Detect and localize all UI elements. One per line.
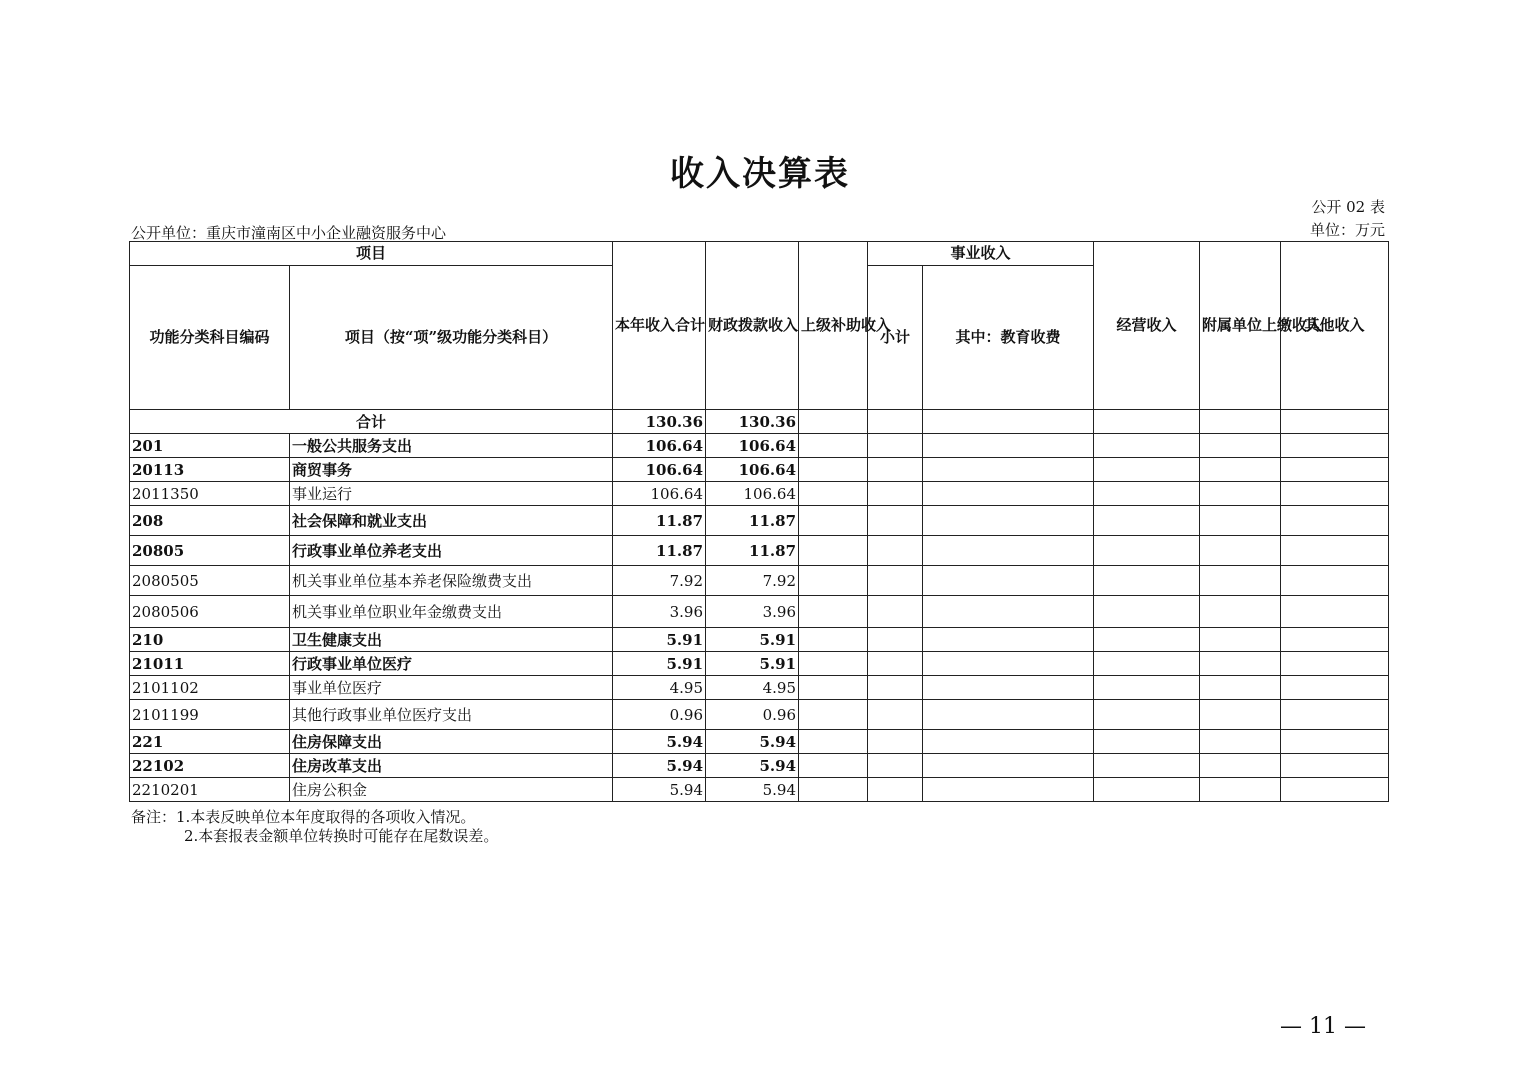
empty-cell: [923, 676, 1094, 700]
total-cell: 11.87: [613, 506, 706, 536]
empty-cell: [923, 596, 1094, 628]
name-cell: 商贸事务: [290, 458, 613, 482]
empty-cell: [1281, 566, 1389, 596]
empty-cell: [1281, 628, 1389, 652]
note-line-2: 2.本套报表金额单位转换时可能存在尾数误差。: [184, 827, 499, 845]
total-cell: 3.96: [613, 596, 706, 628]
empty-cell: [799, 536, 868, 566]
empty-cell: [923, 778, 1094, 802]
empty-cell: [1094, 566, 1200, 596]
empty-cell: [1200, 700, 1281, 730]
name-cell: 住房保障支出: [290, 730, 613, 754]
header-code: 功能分类科目编码: [130, 266, 290, 410]
empty-cell: [868, 506, 923, 536]
header-operating: 经营收入: [1094, 242, 1200, 410]
code-cell: 201: [130, 434, 290, 458]
empty-cell: [799, 482, 868, 506]
code-cell: 2011350: [130, 482, 290, 506]
note-line-1: 备注：1.本表反映单位本年度取得的各项收入情况。: [131, 808, 476, 826]
header-affiliated: 附属单位上缴收入: [1200, 242, 1281, 410]
empty-cell: [1200, 596, 1281, 628]
empty-cell: [799, 730, 868, 754]
total-fiscal: 130.36: [706, 410, 799, 434]
table-row: [130, 700, 1389, 730]
code-cell: 208: [130, 506, 290, 536]
name-cell: 行政事业单位养老支出: [290, 536, 613, 566]
empty-cell: [799, 778, 868, 802]
empty-cell: [1094, 596, 1200, 628]
empty-cell: [799, 596, 868, 628]
total-cell: 0.96: [613, 700, 706, 730]
code-cell: 221: [130, 730, 290, 754]
total-cell: 7.92: [613, 566, 706, 596]
empty-cell: [1094, 482, 1200, 506]
empty-cell: [923, 482, 1094, 506]
total-cell: 5.91: [613, 628, 706, 652]
notes: [131, 808, 498, 846]
table-row: [130, 434, 1389, 458]
empty-cell: [1200, 536, 1281, 566]
empty-cell: [1281, 434, 1389, 458]
header-other: 其他收入: [1281, 242, 1389, 410]
code-cell: 2101199: [130, 700, 290, 730]
unit-label: 单位：万元: [1309, 221, 1385, 239]
empty-cell: [1200, 506, 1281, 536]
table-row: [130, 458, 1389, 482]
fiscal-cell: 11.87: [706, 506, 799, 536]
empty-cell: [799, 434, 868, 458]
header-fiscal: 财政拨款收入: [706, 242, 799, 410]
empty-cell: [923, 458, 1094, 482]
empty-cell: [1094, 730, 1200, 754]
table-row: [130, 596, 1389, 628]
empty-cell: [923, 628, 1094, 652]
table-row: [130, 566, 1389, 596]
empty-cell: [1281, 536, 1389, 566]
fiscal-cell: 5.94: [706, 754, 799, 778]
fiscal-cell: 7.92: [706, 566, 799, 596]
header-subtotal: 小计: [868, 266, 923, 410]
total-cell: 106.64: [613, 458, 706, 482]
empty-cell: [868, 566, 923, 596]
empty-cell: [868, 536, 923, 566]
table-row: [130, 536, 1389, 566]
name-cell: 住房公积金: [290, 778, 613, 802]
empty-cell: [1281, 652, 1389, 676]
empty-cell: [868, 434, 923, 458]
empty-cell: [1200, 676, 1281, 700]
empty-cell: [923, 652, 1094, 676]
name-cell: 事业单位医疗: [290, 676, 613, 700]
empty-cell: [923, 434, 1094, 458]
empty-cell: [799, 458, 868, 482]
header-project: 项目: [130, 242, 613, 266]
fiscal-cell: 5.91: [706, 652, 799, 676]
empty-cell: [1200, 434, 1281, 458]
table-row: [130, 652, 1389, 676]
empty-cell: [1094, 652, 1200, 676]
total-cell: 11.87: [613, 536, 706, 566]
page-number: — 11 —: [1280, 1014, 1366, 1039]
empty-cell: [868, 596, 923, 628]
empty-cell: [868, 482, 923, 506]
total-label: 合计: [130, 410, 613, 434]
empty-cell: [799, 700, 868, 730]
empty-cell: [868, 700, 923, 730]
empty-cell: [1094, 458, 1200, 482]
name-cell: 机关事业单位基本养老保险缴费支出: [290, 566, 613, 596]
empty-cell: [1094, 434, 1200, 458]
empty-cell: [1281, 482, 1389, 506]
name-cell: 住房改革支出: [290, 754, 613, 778]
empty-cell: [1094, 628, 1200, 652]
name-cell: 其他行政事业单位医疗支出: [290, 700, 613, 730]
table-row: [130, 778, 1389, 802]
empty-cell: [923, 700, 1094, 730]
empty-cell: [799, 652, 868, 676]
name-cell: 社会保障和就业支出: [290, 506, 613, 536]
header-education: 其中：教育收费: [923, 266, 1094, 410]
code-cell: 210: [130, 628, 290, 652]
fiscal-cell: 4.95: [706, 676, 799, 700]
table-row: [130, 730, 1389, 754]
empty-cell: [923, 536, 1094, 566]
empty-cell: [799, 676, 868, 700]
code-cell: 20805: [130, 536, 290, 566]
header-total: 本年收入合计: [613, 242, 706, 410]
empty-cell: [1281, 730, 1389, 754]
empty-cell: [799, 566, 868, 596]
total-row: [130, 410, 1389, 434]
total-cell: 106.64: [613, 434, 706, 458]
header-name: 项目（按“项”级功能分类科目）: [290, 266, 613, 410]
fiscal-cell: 0.96: [706, 700, 799, 730]
empty-cell: [799, 628, 868, 652]
empty-cell: [923, 730, 1094, 754]
fiscal-cell: 5.91: [706, 628, 799, 652]
name-cell: 机关事业单位职业年金缴费支出: [290, 596, 613, 628]
empty-cell: [1200, 628, 1281, 652]
table-row: [130, 482, 1389, 506]
total-cell: 4.95: [613, 676, 706, 700]
empty-cell: [1200, 458, 1281, 482]
code-cell: 2101102: [130, 676, 290, 700]
table-row: [130, 754, 1389, 778]
total-cell: 5.94: [613, 754, 706, 778]
code-cell: 22102: [130, 754, 290, 778]
empty-cell: [799, 754, 868, 778]
empty-cell: [868, 652, 923, 676]
empty-cell: [1281, 778, 1389, 802]
income-table: [129, 241, 1389, 802]
header-superior: 上级补助收入: [799, 242, 868, 410]
total-cell: 5.94: [613, 778, 706, 802]
organization-label: 公开单位：重庆市潼南区中小企业融资服务中心: [131, 224, 447, 242]
empty-cell: [1200, 778, 1281, 802]
empty-cell: [1281, 506, 1389, 536]
name-cell: 一般公共服务支出: [290, 434, 613, 458]
empty-cell: [868, 754, 923, 778]
empty-cell: [1200, 652, 1281, 676]
fiscal-cell: 11.87: [706, 536, 799, 566]
empty-cell: [1094, 778, 1200, 802]
code-cell: 20113: [130, 458, 290, 482]
empty-cell: [1094, 536, 1200, 566]
table-row: [130, 676, 1389, 700]
empty-cell: [1200, 482, 1281, 506]
total-income: 130.36: [613, 410, 706, 434]
name-cell: 卫生健康支出: [290, 628, 613, 652]
empty-cell: [1094, 506, 1200, 536]
empty-cell: [923, 566, 1094, 596]
table-row: [130, 628, 1389, 652]
form-number: 公开 02 表: [1311, 198, 1385, 216]
empty-cell: [1094, 754, 1200, 778]
empty-cell: [1200, 754, 1281, 778]
empty-cell: [868, 730, 923, 754]
empty-cell: [868, 676, 923, 700]
header-business-income: 事业收入: [868, 242, 1094, 266]
name-cell: 事业运行: [290, 482, 613, 506]
page-title: 收入决算表: [670, 154, 850, 194]
empty-cell: [923, 754, 1094, 778]
table-row: [130, 506, 1389, 536]
empty-cell: [1281, 458, 1389, 482]
name-cell: 行政事业单位医疗: [290, 652, 613, 676]
empty-cell: [868, 778, 923, 802]
total-cell: 5.94: [613, 730, 706, 754]
empty-cell: [868, 628, 923, 652]
empty-cell: [868, 458, 923, 482]
empty-cell: [923, 506, 1094, 536]
fiscal-cell: 106.64: [706, 482, 799, 506]
total-cell: 5.91: [613, 652, 706, 676]
code-cell: 2210201: [130, 778, 290, 802]
empty-cell: [1094, 700, 1200, 730]
empty-cell: [1281, 596, 1389, 628]
empty-cell: [1281, 700, 1389, 730]
fiscal-cell: 3.96: [706, 596, 799, 628]
code-cell: 2080506: [130, 596, 290, 628]
empty-cell: [1281, 754, 1389, 778]
empty-cell: [1281, 676, 1389, 700]
fiscal-cell: 5.94: [706, 730, 799, 754]
empty-cell: [1094, 676, 1200, 700]
empty-cell: [1200, 566, 1281, 596]
total-cell: 106.64: [613, 482, 706, 506]
empty-cell: [1200, 730, 1281, 754]
fiscal-cell: 5.94: [706, 778, 799, 802]
code-cell: 2080505: [130, 566, 290, 596]
fiscal-cell: 106.64: [706, 458, 799, 482]
fiscal-cell: 106.64: [706, 434, 799, 458]
code-cell: 21011: [130, 652, 290, 676]
empty-cell: [799, 506, 868, 536]
